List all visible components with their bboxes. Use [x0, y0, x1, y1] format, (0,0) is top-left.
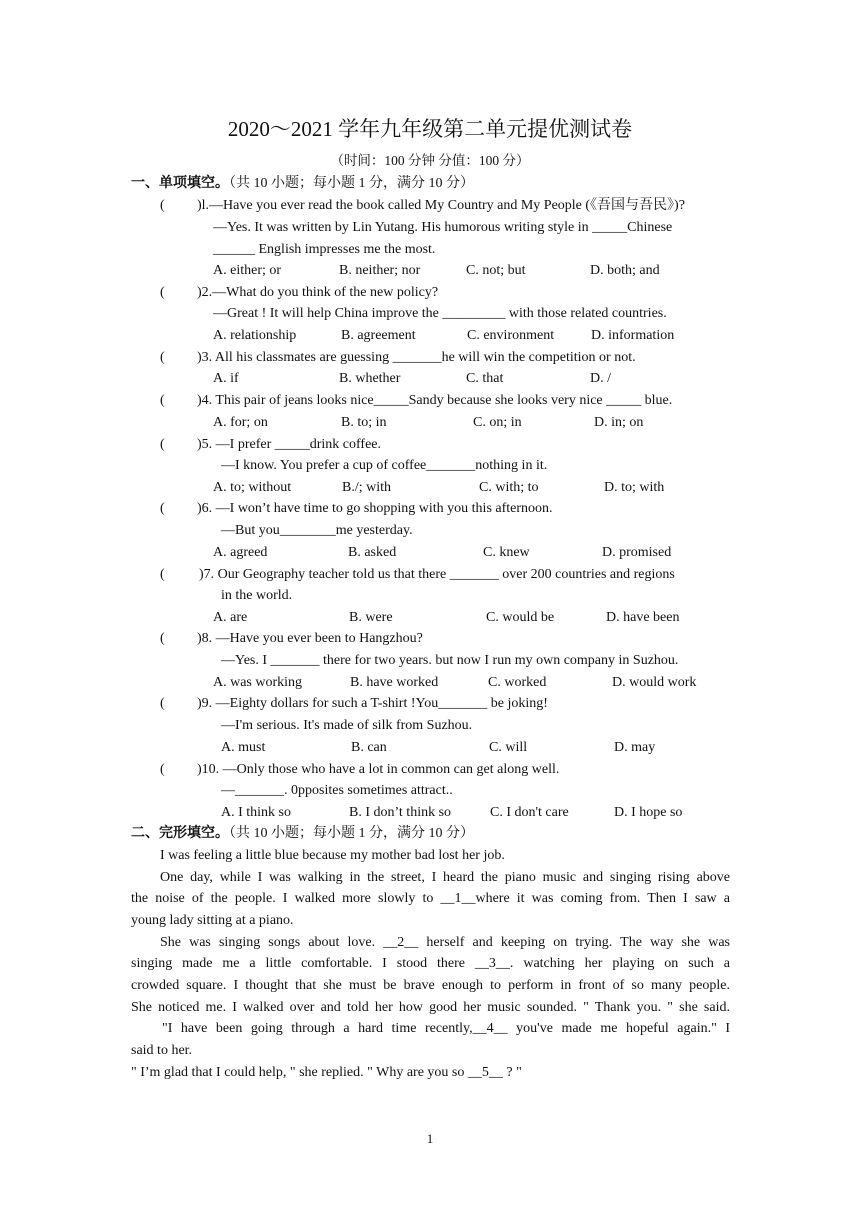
option-a: A. are: [213, 610, 248, 625]
question-text: —But you________me yesterday.: [221, 523, 413, 538]
option-d: D. may: [614, 740, 656, 755]
question-text: )3. All his classmates are guessing _______he will win the competition or not.: [197, 350, 636, 365]
question-text: )l.—Have you ever read the book called My Country and My People (《吾国与吾民》)?: [197, 198, 685, 213]
section2-title: 二、完形填空。: [131, 826, 229, 841]
option-d: D. to; with: [604, 480, 665, 495]
question-text: —I'm serious. It's made of silk from Suzhou.: [221, 718, 473, 733]
answer-paren: (: [160, 393, 165, 408]
passage-line: crowded square. I thought that she must be brave enough to perform in front of so many people.: [131, 978, 730, 993]
question-text: —_______. 0pposites sometimes attract..: [221, 783, 453, 798]
exam-info: （时间：100 分钟 分值：100 分）: [330, 153, 530, 168]
passage-line: singing made me a little comfortable. I stood there __3__. watching her playing on such a: [131, 956, 730, 971]
answer-paren: (: [160, 285, 165, 300]
option-c: C. knew: [483, 545, 530, 560]
answer-paren: (: [160, 350, 165, 365]
question-text: )10. —Only those who have a lot in common can get along well.: [197, 762, 560, 777]
option-a: A. for; on: [213, 415, 268, 430]
option-a: A. agreed: [213, 545, 268, 560]
option-a: A. to; without: [213, 480, 292, 495]
answer-paren: (: [160, 762, 165, 777]
option-a: A. I think so: [221, 805, 291, 820]
section2-heading: [131, 825, 474, 843]
question-text: )5. —I prefer _____drink coffee.: [197, 437, 382, 452]
option-d: D. in; on: [594, 415, 644, 430]
question-text: )7. Our Geography teacher told us that there _______ over 200 countries and regions: [199, 567, 675, 582]
option-b: B./; with: [342, 480, 392, 495]
option-d: D. would work: [612, 675, 697, 690]
option-c: C. I don't care: [490, 805, 569, 820]
option-a: A. must: [221, 740, 266, 755]
question-text: —Great ! It will help China improve the _________ with those related countries.: [213, 306, 667, 321]
question-text: —I know. You prefer a cup of coffee_______nothing in it.: [221, 458, 548, 473]
option-a: A. was working: [213, 675, 303, 690]
answer-paren: (: [160, 437, 165, 452]
section1-heading: [131, 175, 474, 193]
passage-line: young lady sitting at a piano.: [131, 913, 294, 928]
option-d: D. information: [591, 328, 675, 343]
option-d: D. /: [590, 371, 611, 386]
option-b: B. neither; nor: [339, 263, 421, 278]
answer-paren: (: [160, 631, 165, 646]
section2-note: （共 10 小题；每小题 1 分，满分 10 分）: [229, 826, 474, 841]
option-d: D. both; and: [590, 263, 660, 278]
answer-paren: (: [160, 198, 165, 213]
option-b: B. to; in: [341, 415, 387, 430]
question-text: in the world.: [221, 588, 293, 603]
passage-line: " I’m glad that I could help, " she replied. " Why are you so __5__ ? ": [131, 1065, 522, 1080]
passage-line: I was feeling a little blue because my mother bad lost her job.: [160, 848, 505, 863]
option-c: C. environment: [467, 328, 555, 343]
option-c: C. that: [466, 371, 504, 386]
passage-line: She noticed me. I walked over and told her how good her music sounded. " Thank you. " she said.: [131, 1000, 730, 1015]
answer-paren: (: [160, 501, 165, 516]
page-title: 2020～2021 学年九年级第二单元提优测试卷: [227, 117, 633, 141]
option-b: B. asked: [348, 545, 397, 560]
section1-note: （共 10 小题；每小题 1 分，满分 10 分）: [229, 176, 474, 191]
option-c: C. will: [489, 740, 528, 755]
passage-line: said to her.: [131, 1043, 193, 1058]
option-d: D. promised: [602, 545, 672, 560]
page-number: 1: [426, 1131, 434, 1146]
option-c: C. worked: [488, 675, 547, 690]
option-d: D. I hope so: [614, 805, 683, 820]
question-text: —Yes. I _______ there for two years. but now I run my own company in Suzhou.: [221, 653, 679, 668]
question-text: —Yes. It was written by Lin Yutang. His humorous writing style in _____Chinese: [213, 220, 673, 235]
question-text: )9. —Eighty dollars for such a T-shirt !You_______ be joking!: [197, 696, 548, 711]
question-text: )6. —I won’t have time to go shopping with you this afternoon.: [197, 501, 553, 516]
option-b: B. were: [349, 610, 393, 625]
answer-paren: (: [160, 567, 165, 582]
passage-line: One day, while I was walking in the street, I heard the piano music and singing rising above: [160, 870, 730, 885]
option-a: A. relationship: [213, 328, 297, 343]
question-text: )8. —Have you ever been to Hangzhou?: [197, 631, 423, 646]
answer-paren: (: [160, 696, 165, 711]
option-b: B. have worked: [350, 675, 439, 690]
option-a: A. if: [213, 371, 239, 386]
option-a: A. either; or: [213, 263, 282, 278]
option-c: C. with; to: [479, 480, 539, 495]
question-text: ______ English impresses me the most.: [213, 242, 436, 257]
option-b: B. can: [351, 740, 387, 755]
option-b: B. I don’t think so: [349, 805, 452, 820]
option-c: C. on; in: [473, 415, 522, 430]
passage-line: the noise of the people. I walked more slowly to __1__where it was coming from. Then I saw a: [131, 891, 730, 906]
option-b: B. whether: [339, 371, 401, 386]
option-c: C. not; but: [466, 263, 526, 278]
passage-line: "I have been going through a hard time recently,__4__ you've made me hopeful again." I: [162, 1021, 730, 1036]
question-text: )4. This pair of jeans looks nice_____Sandy because she looks very nice _____ blue.: [197, 393, 673, 408]
question-text: )2.—What do you think of the new policy?: [197, 285, 439, 300]
passage-line: She was singing songs about love. __2__ herself and keeping on trying. The way she was: [160, 935, 730, 950]
option-c: C. would be: [486, 610, 555, 625]
option-b: B. agreement: [341, 328, 416, 343]
option-d: D. have been: [606, 610, 680, 625]
section1-title: 一、单项填空。: [131, 176, 229, 191]
